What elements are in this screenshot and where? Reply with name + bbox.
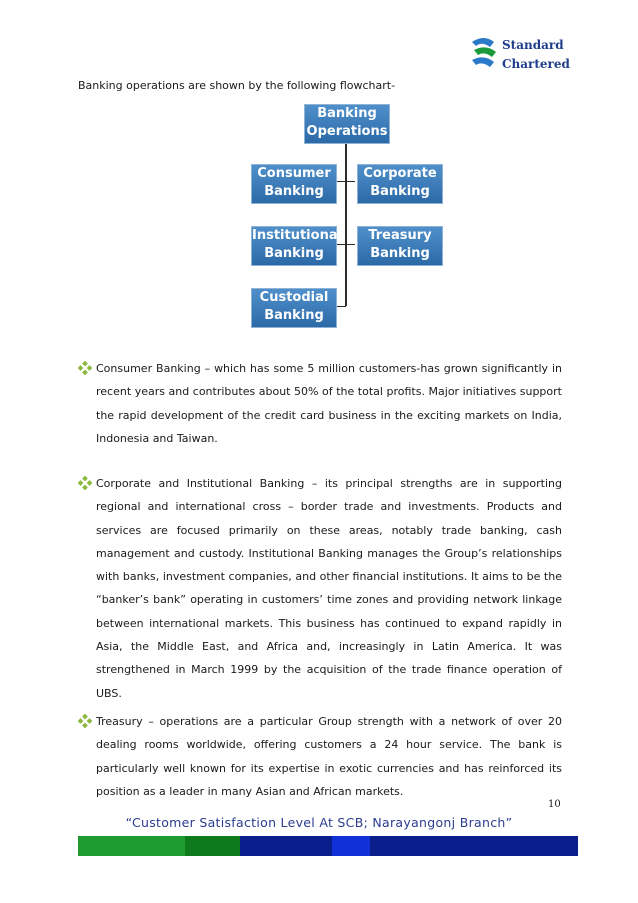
box-custodial-banking <box>251 288 337 328</box>
box-label: Banking <box>317 106 377 121</box>
box-label: Operations <box>306 124 388 139</box>
bar-segment-navy <box>240 836 332 856</box>
diamond-bullet-icon <box>78 361 92 375</box>
box-label: Custodial <box>259 290 329 305</box>
diamond-bullet-icon <box>78 476 92 490</box>
bullet-corporate <box>78 472 562 705</box>
box-label: Banking <box>370 184 430 199</box>
bar-segment-navy-2 <box>370 836 578 856</box>
page-number: 10 <box>548 799 561 810</box>
box-treasury-banking <box>357 226 443 266</box>
bar-segment-green <box>78 836 185 856</box>
intro-text: Banking operations are shown by the following flowchart- <box>78 79 396 92</box>
diamond-bullet-icon <box>78 714 92 728</box>
box-label: Institutional <box>252 228 343 243</box>
sc-logo-icon <box>468 36 500 74</box>
box-banking-operations <box>304 104 390 144</box>
connector-row-3 <box>337 306 346 307</box>
connector-row-2 <box>337 244 355 245</box>
connector-trunk <box>345 144 347 306</box>
box-institutional-banking <box>251 226 343 266</box>
box-label: Banking <box>370 246 430 261</box>
box-consumer-banking <box>251 164 337 204</box>
box-label: Consumer <box>257 166 331 181</box>
box-label: Corporate <box>363 166 437 181</box>
footer-text: “Customer Satisfaction Level At SCB; Narayangonj Branch” <box>125 815 513 830</box>
bar-segment-blue <box>332 836 370 856</box>
box-label: Treasury <box>368 228 432 243</box>
bullet-treasury <box>78 710 562 803</box>
brand-line-1: Standard <box>502 38 564 52</box>
box-label: Banking <box>264 308 324 323</box>
box-label: Banking <box>264 246 324 261</box>
bar-segment-dark-green <box>185 836 240 856</box>
bullet-text: Consumer Banking – which has some 5 million customers-has grown significantly in recent years and contributes about 50% of the total profits. Major initiatives support the rapid development of the credit card business in the exciting markets on India, Indonesia and Taiwan. <box>96 362 562 445</box>
brand-line-2: Chartered <box>502 57 570 71</box>
connector-row-1 <box>337 181 355 182</box>
box-label: Banking <box>264 184 324 199</box>
bullet-consumer <box>78 357 562 450</box>
bullet-text: Treasury – operations are a particular Group strength with a network of over 20 dealing rooms worldwide, offering customers a 24 hour service. The bank is particularly well known for its expertise in exotic currencies and has reinforced its position as a leader in many Asian and African markets. <box>96 715 562 798</box>
standard-chartered-logo <box>468 36 568 76</box>
bullet-text: Corporate and Institutional Banking – its principal strengths are in supporting regional and international cross – border trade and investments. Products and services are focused primarily on these areas, notably trade banking, cash management and custody. Institutional Banking manages the Group’s relationships with banks, investment companies, and other financial institutions. It aims to be the “banker’s bank” operating in customers’ time zones and providing network linkage between international markets. This business has continued to expand rapidly in Asia, the Middle East, and Africa and, increasingly in Latin America. It was strengthened in March 1999 by the acquisition of the trade finance operation of UBS. <box>96 477 562 700</box>
box-corporate-banking <box>357 164 443 204</box>
